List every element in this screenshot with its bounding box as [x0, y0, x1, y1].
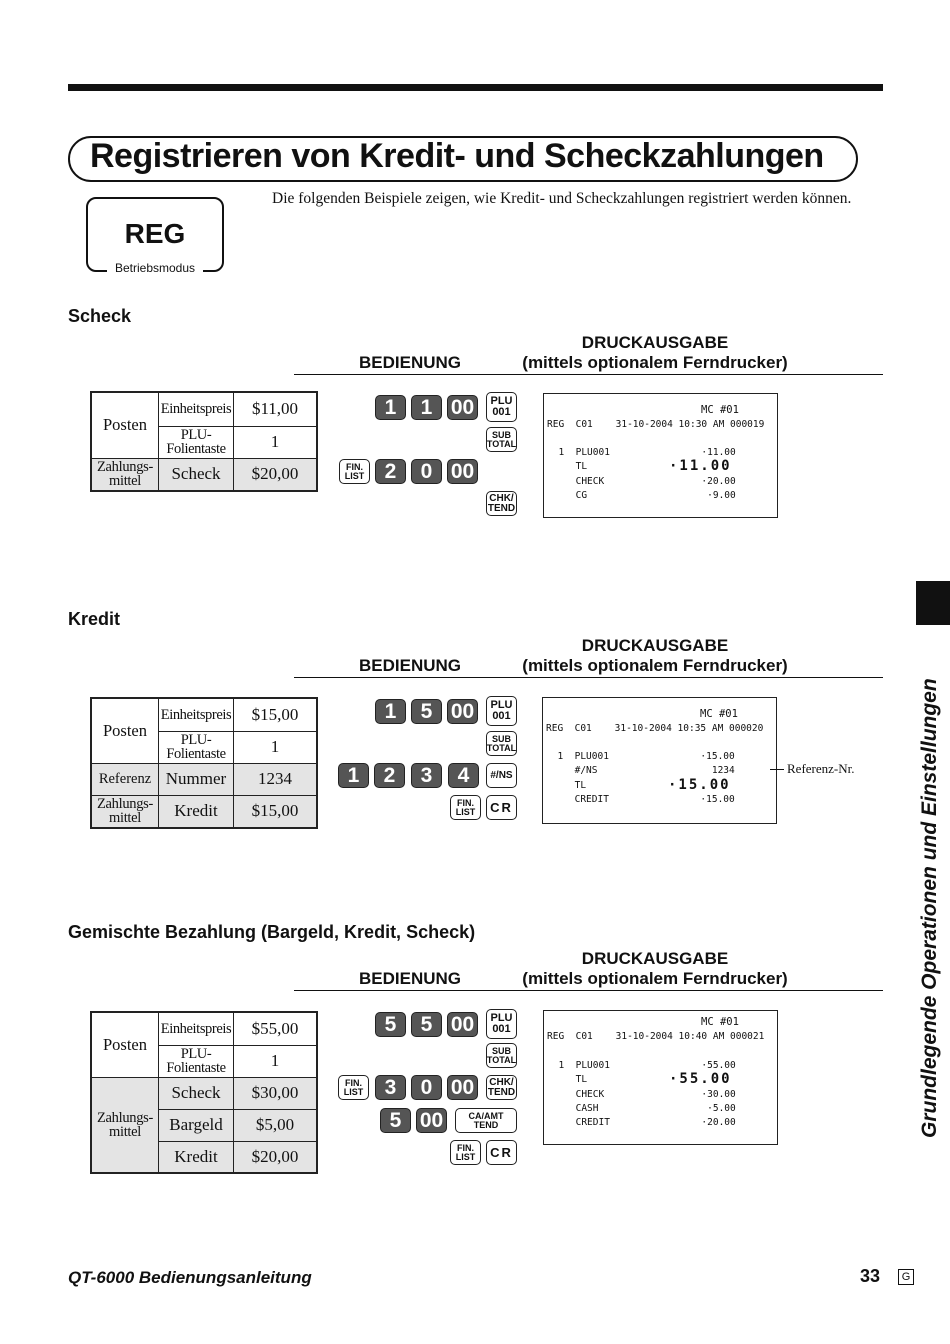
key-1[interactable]: 1 [411, 395, 442, 420]
druck-header: DRUCKAUSGABE [581, 333, 729, 352]
receipt-line: CASH ·5.00 [547, 1103, 736, 1114]
header-rule [294, 990, 883, 991]
key-4[interactable]: 4 [448, 763, 479, 788]
section-title-gemischt: Gemischte Bezahlung (Bargeld, Kredit, Scheck) [68, 922, 476, 942]
side-tab [916, 581, 950, 625]
receipt-total: ·11.00 [669, 458, 732, 474]
plu-key[interactable]: PLU 001 [486, 392, 517, 422]
ref-note: Referenz-Nr. [787, 761, 855, 776]
plu-key[interactable]: PLU 001 [486, 1009, 517, 1039]
posten-label: Posten [91, 698, 159, 763]
fin-list-key[interactable]: FIN. LIST [339, 459, 370, 484]
receipt-line: REG C01 31-10-2004 10:35 AM 000020 [546, 723, 764, 734]
zahlungsmittel-label: Zahlungs- mittel [91, 458, 159, 491]
plu-value: 1 [234, 426, 318, 458]
plu-label: PLU- Folientaste [159, 1045, 234, 1077]
top-rule [68, 84, 883, 91]
ns-key[interactable]: #/NS [486, 763, 517, 788]
posten-label: Posten [91, 1012, 159, 1077]
key-0[interactable]: 0 [411, 459, 442, 484]
key-3[interactable]: 3 [411, 763, 442, 788]
plu-key[interactable]: PLU 001 [486, 696, 517, 726]
receipt-line: REG C01 31-10-2004 10:30 AM 000019 [547, 419, 765, 430]
fin-list-key[interactable]: FIN. LIST [450, 795, 481, 820]
receipt-line: CG ·9.00 [547, 490, 736, 501]
key-00[interactable]: 00 [447, 699, 478, 724]
nummer-label: Nummer [159, 763, 234, 795]
receipt-line: MC #01 [700, 708, 738, 720]
key-00[interactable]: 00 [447, 1012, 478, 1037]
subtotal-key[interactable]: SUB TOTAL [486, 1043, 517, 1068]
payment-value: $5,00 [234, 1109, 318, 1141]
payment-name: Bargeld [159, 1109, 234, 1141]
posten-label: Posten [91, 392, 159, 458]
druck-header: DRUCKAUSGABE [581, 636, 729, 655]
side-label: Grundlegende Operationen und Einstellungen [918, 678, 941, 1138]
subtotal-key[interactable]: SUB TOTAL [486, 427, 517, 452]
plu-label: PLU- Folientaste [159, 426, 234, 458]
kredit-receipt [542, 697, 777, 824]
receipt-line: TL [547, 461, 588, 472]
druck-subheader: (mittels optionalem Ferndrucker) [522, 353, 788, 372]
nummer-value: 1234 [234, 763, 318, 795]
manual-title: QT-6000 Bedienungsanleitung [68, 1268, 312, 1287]
receipt-line: 1 PLU001 ·15.00 [546, 751, 735, 762]
page-number: 33 [860, 1266, 881, 1286]
zahlungsmittel-label: Zahlungs- mittel [91, 795, 159, 828]
payment-name: Scheck [159, 458, 234, 491]
key-1[interactable]: 1 [375, 699, 406, 724]
receipt-line: CHECK ·20.00 [547, 476, 736, 487]
price-value: $55,00 [234, 1012, 318, 1045]
scheck-table [90, 391, 318, 492]
fin-list-key[interactable]: FIN. LIST [338, 1075, 369, 1100]
payment-name: Kredit [159, 1141, 234, 1173]
plu-value: 1 [234, 731, 318, 763]
key-2[interactable]: 2 [374, 763, 405, 788]
referenz-label: Referenz [91, 763, 159, 795]
key-1[interactable]: 1 [375, 395, 406, 420]
key-0[interactable]: 0 [411, 1075, 442, 1100]
price-value: $11,00 [234, 392, 318, 426]
plu-label: PLU- Folientaste [159, 731, 234, 763]
mode-label: Betriebsmodus [107, 261, 203, 275]
header-rule [294, 677, 883, 678]
druck-header: DRUCKAUSGABE [581, 949, 729, 968]
payment-value: $30,00 [234, 1077, 318, 1109]
intro-text: Die folgenden Beispiele zeigen, wie Kredit- und Scheckzahlungen registriert werden können. [272, 190, 852, 207]
receipt-line: 1 PLU001 ·11.00 [547, 447, 736, 458]
kredit-table [90, 697, 318, 829]
subtotal-key[interactable]: SUB TOTAL [486, 731, 517, 756]
receipt-line: CREDIT ·15.00 [546, 794, 735, 805]
key-5[interactable]: 5 [411, 1012, 442, 1037]
chk-tend-key[interactable]: CHK/ TEND [486, 491, 517, 516]
receipt-line: CREDIT ·20.00 [547, 1117, 736, 1128]
receipt-total: ·55.00 [669, 1071, 732, 1087]
cr-key[interactable]: CR [486, 1140, 517, 1165]
einheitspreis-label: Einheitspreis [159, 1012, 234, 1045]
einheitspreis-label: Einheitspreis [159, 698, 234, 731]
ca-amt-tend-key[interactable]: CA/AMT TEND [455, 1108, 517, 1133]
key-5[interactable]: 5 [375, 1012, 406, 1037]
gemischt-table [90, 1011, 318, 1174]
key-00[interactable]: 00 [447, 395, 478, 420]
receipt-line: 1 PLU001 ·55.00 [547, 1060, 736, 1071]
language-badge: G [898, 1269, 914, 1285]
receipt-line: TL [547, 1074, 588, 1085]
receipt-line: MC #01 [701, 404, 739, 416]
mode-name: REG [124, 218, 186, 249]
payment-value: $15,00 [234, 795, 318, 828]
receipt-total: ·15.00 [668, 777, 731, 793]
payment-name: Scheck [159, 1077, 234, 1109]
receipt-line: CHECK ·30.00 [547, 1089, 736, 1100]
druck-subheader: (mittels optionalem Ferndrucker) [522, 656, 788, 675]
key-1[interactable]: 1 [338, 763, 369, 788]
gemischt-receipt [543, 1010, 778, 1145]
receipt-line: REG C01 31-10-2004 10:40 AM 000021 [547, 1031, 765, 1042]
key-2[interactable]: 2 [375, 459, 406, 484]
page-title: Registrieren von Kredit- und Scheckzahlungen [90, 137, 824, 175]
key-3[interactable]: 3 [375, 1075, 406, 1100]
payment-name: Kredit [159, 795, 234, 828]
bedienung-header: BEDIENUNG [359, 353, 462, 372]
key-5[interactable]: 5 [380, 1108, 411, 1133]
receipt-line: MC #01 [701, 1016, 739, 1028]
plu-value: 1 [234, 1045, 318, 1077]
fin-list-key[interactable]: FIN. LIST [450, 1140, 481, 1165]
payment-value: $20,00 [234, 458, 318, 491]
ref-pointer [770, 769, 784, 770]
receipt-line: #/NS 1234 [546, 765, 735, 776]
header-rule [294, 374, 883, 375]
zahlungsmittel-label: Zahlungs- mittel [91, 1077, 159, 1173]
scheck-receipt [543, 393, 778, 518]
bedienung-header: BEDIENUNG [359, 969, 462, 988]
cr-key[interactable]: CR [486, 795, 517, 820]
bedienung-header: BEDIENUNG [359, 656, 462, 675]
chk-tend-key[interactable]: CHK/ TEND [486, 1075, 517, 1100]
key-00[interactable]: 00 [447, 459, 478, 484]
receipt-line: TL [546, 780, 587, 791]
key-5[interactable]: 5 [411, 699, 442, 724]
section-title-scheck: Scheck [68, 306, 132, 326]
section-title-kredit: Kredit [68, 609, 121, 629]
key-00[interactable]: 00 [447, 1075, 478, 1100]
druck-subheader: (mittels optionalem Ferndrucker) [522, 969, 788, 988]
einheitspreis-label: Einheitspreis [159, 392, 234, 426]
payment-value: $20,00 [234, 1141, 318, 1173]
price-value: $15,00 [234, 698, 318, 731]
key-00[interactable]: 00 [416, 1108, 447, 1133]
